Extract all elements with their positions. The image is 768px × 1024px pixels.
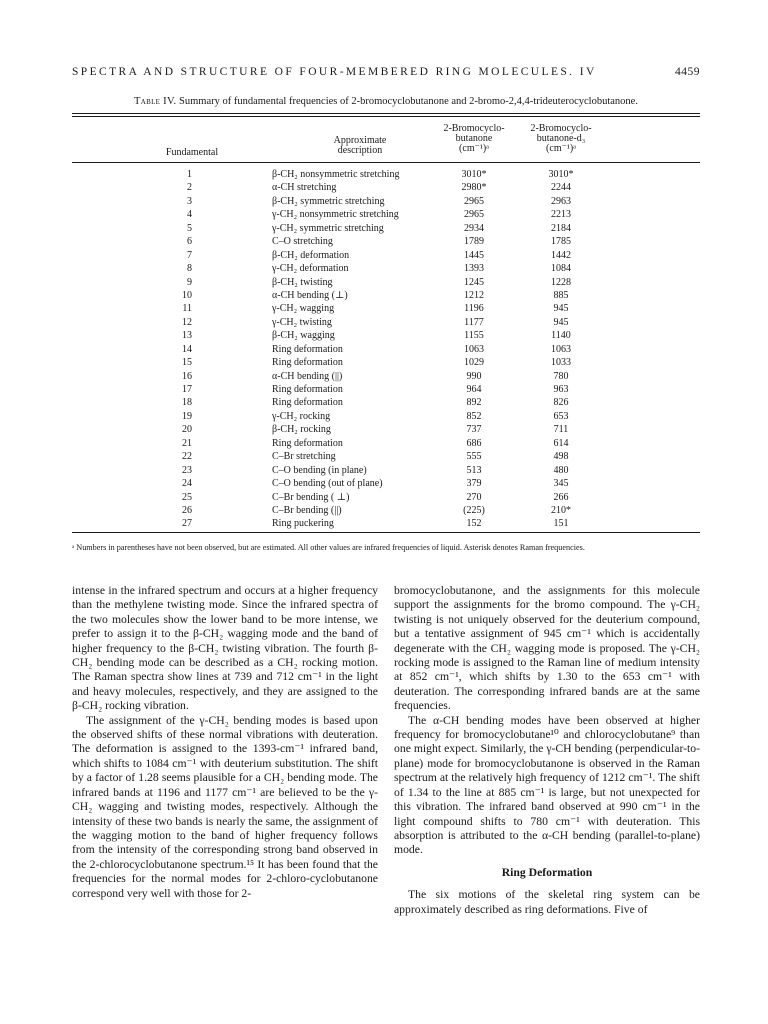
frequency-deuterated: 1084 [551, 263, 571, 275]
frequency-light: 1245 [464, 276, 484, 288]
fundamental-number: 6 [187, 236, 192, 248]
frequency-light: 1393 [464, 263, 484, 275]
table-row [72, 222, 700, 235]
mode-description: β-CH₂ nonsymmetric stretching [272, 169, 400, 180]
fundamental-number: 8 [187, 263, 192, 275]
frequency-deuterated: 480 [553, 464, 569, 476]
table-row [72, 491, 700, 504]
frequency-deuterated: 711 [553, 424, 569, 436]
frequency-deuterated: 2963 [551, 195, 571, 207]
frequency-deuterated: 1140 [551, 330, 571, 342]
mode-description: Ring deformation [272, 357, 343, 369]
frequency-light: 1445 [464, 249, 484, 261]
mode-description: γ-CH₂ rocking [272, 410, 331, 422]
mode-description: γ-CH₂ nonsymmetric stretching [272, 209, 399, 221]
paragraph: The six motions of the skeletal ring system can be approximately described as ring deformations. Five of [394, 888, 700, 916]
table-bottom-rule [72, 532, 700, 533]
fundamental-number: 11 [182, 303, 192, 315]
fundamental-number: 13 [182, 330, 192, 342]
frequency-deuterated: 826 [553, 397, 569, 409]
fundamental-number: 19 [182, 410, 192, 422]
mode-description: β-CH₂ deformation [272, 249, 350, 261]
frequency-light: 737 [466, 424, 482, 436]
mode-description: C–O bending (in plane) [272, 464, 367, 476]
table-row [72, 477, 700, 490]
mode-description: α-CH stretching [272, 182, 337, 194]
frequency-deuterated: 1442 [551, 249, 571, 261]
mode-description: β-CH₂ rocking [272, 424, 331, 436]
table-top-rule-2 [72, 116, 700, 117]
mode-description: γ-CH₂ deformation [272, 263, 349, 275]
header-fundamental: Fundamental [165, 147, 219, 158]
frequency-light: 1029 [464, 357, 484, 369]
frequency-light: 852 [466, 410, 482, 422]
frequency-deuterated: 345 [553, 478, 569, 490]
frequency-deuterated: 945 [553, 303, 569, 315]
fundamental-number: 4 [187, 209, 192, 221]
mode-description: γ-CH₂ symmetric stretching [272, 222, 384, 234]
frequency-deuterated: 3010* [548, 169, 574, 180]
frequency-light: 1212 [464, 289, 484, 301]
paragraph: intense in the infrared spectrum and occurs at a higher frequency than the methylene twisting mode. Since the infrared spectra of the two molecules show the lower band to be more intense, we prefer to assign it to the β-CH₂ wagging mode and the band of higher frequency to the β-CH₂ twisting vibration. The fourth β-CH₂ bending mode can be described as a CH₂ rocking motion. The Raman spectra show lines at 739 and 712 cm⁻¹ in the light and heavy molecules, respectively, and they are assigned to the β-CH₂ rocking vibration. [72, 584, 378, 713]
fundamental-number: 20 [182, 424, 192, 436]
table-row [72, 464, 700, 477]
table-row [72, 343, 700, 356]
running-head-title: SPECTRA AND STRUCTURE OF FOUR-MEMBERED RING MOLECULES. IV [72, 66, 597, 78]
page-number: 4459 [675, 66, 700, 78]
table-row [72, 316, 700, 329]
table-footnote: ᵃ Numbers in parentheses have not been observed, but are estimated. All other values are infrared frequencies of liquid. Asterisk denotes Raman frequencies. [72, 543, 585, 552]
paragraph: The α-CH bending modes have been observed at higher frequency for bromocyclobutane¹⁰ and chlorocyclobutane⁹ than one might expect. Similarly, the γ-CH bending (perpendicular-to-plane) mode for bromocyclobutanone is observed in the Raman spectrum at the relatively high frequency of 1212 cm⁻¹. The shift of 1.34 to the line at 885 cm⁻¹ is large, but not unexpected for this vibration. The infrared band observed at 990 cm⁻¹ in the light compound shifts to 780 cm⁻¹ with deuteration. This absorption is attributed to the α-CH bending (parallel-to-plane) mode. [394, 713, 700, 857]
fundamental-number: 25 [182, 491, 192, 503]
fundamental-number: 23 [182, 464, 192, 476]
table-label: Table IV. [134, 96, 177, 107]
mode-description: C–O stretching [272, 236, 333, 248]
frequency-deuterated: 1785 [551, 236, 571, 248]
frequency-light: 2965 [464, 209, 484, 221]
fundamental-number: 15 [182, 357, 192, 369]
frequency-deuterated: 963 [553, 384, 569, 395]
table-row [72, 302, 700, 315]
table-row [72, 329, 700, 342]
body-column-right [394, 584, 700, 917]
frequency-light: 270 [466, 491, 482, 503]
paragraph: bromocyclobutanone, and the assignments for this molecule support the assignments for the bromo compound. The γ-CH₂ twisting is not uniquely observed for the deuterium compound, but a tentative assignment of 945 cm⁻¹ which is accidentally degenerate with the CH₂ wagging mode is proposed. The γ-CH₂ rocking mode is assigned to the Raman line of medium intensity at 852 cm⁻¹, which shifts by 1.30 to the 653 cm⁻¹ with deuteration. The corresponding infrared bands are at the same frequencies. [394, 584, 700, 713]
mode-description: β-CH₂ symmetric stretching [272, 195, 385, 207]
frequency-deuterated: 2213 [551, 209, 571, 221]
frequency-deuterated: 1228 [551, 276, 571, 288]
table-top-rule [72, 113, 700, 114]
frequency-deuterated: 2244 [551, 182, 571, 194]
paragraph: The assignment of the γ-CH₂ bending modes is based upon the observed shifts of these normal vibrations with deuteration. The deformation is assigned to the 1393-cm⁻¹ infrared band, which shifts to 1084 cm⁻¹ with deuterium substitution. The shift by a factor of 1.28 seems plausible for a CH₂ bending mode. The infrared bands at 1196 and 1177 cm⁻¹ are believed to be the γ-CH₂ wagging and twisting modes, respectively. Although the intensity of these two bands is nearly the same, the assignment of the wagging motion to the band of higher frequency follows from the intensity of the corresponding strong band observed in the 2-chlorocyclobutanone spectrum.¹⁵ It has been found that the frequencies for the normal modes for 2-chloro-cyclobutanone correspond very well with those for 2- [72, 713, 378, 900]
header-bromocyclobutanone-d3: 2-Bromocyclo- butanone-d₃ (cm⁻¹)ᵃ [530, 123, 592, 154]
mode-description: C–Br bending (||) [272, 504, 342, 516]
frequency-deuterated: 653 [553, 410, 569, 422]
table-body [72, 168, 700, 531]
frequency-deuterated: 2184 [551, 222, 571, 234]
table-row [72, 383, 700, 396]
frequency-deuterated: 885 [553, 289, 569, 301]
mode-description: Ring deformation [272, 397, 343, 409]
table-row [72, 195, 700, 208]
fundamental-number: 2 [187, 182, 192, 194]
running-head [72, 66, 700, 78]
frequency-light: 379 [466, 478, 482, 490]
fundamental-number: 1 [187, 169, 192, 180]
table-row [72, 517, 700, 530]
frequency-deuterated: 945 [553, 316, 569, 328]
table-row [72, 450, 700, 463]
frequency-deuterated: 151 [553, 518, 569, 530]
frequency-light: 892 [466, 397, 482, 409]
frequency-deuterated: 210* [551, 504, 571, 516]
table-header-rule [72, 162, 700, 163]
frequency-deuterated: 266 [553, 491, 569, 503]
mode-description: α-CH bending (⊥) [272, 289, 348, 301]
section-heading: Ring Deformation [501, 865, 593, 879]
frequency-light: 990 [466, 370, 482, 382]
table-row [72, 235, 700, 248]
frequency-light: 964 [466, 384, 482, 395]
mode-description: Ring deformation [272, 384, 343, 395]
table-row [72, 276, 700, 289]
mode-description: Ring deformation [272, 437, 343, 449]
mode-description: β-CH₂ twisting [272, 276, 333, 288]
table-row [72, 423, 700, 436]
fundamental-number: 24 [182, 478, 192, 490]
frequency-light: 3010* [461, 169, 487, 180]
frequency-deuterated: 1033 [551, 357, 571, 369]
fundamental-number: 16 [182, 370, 192, 382]
table-caption-text: Summary of fundamental frequencies of 2-bromocyclobutanone and 2-bromo-2,4,4-trideuterocyclobutanone. [179, 96, 638, 107]
fundamental-number: 9 [187, 276, 192, 288]
fundamental-number: 26 [182, 504, 192, 516]
mode-description: Ring puckering [272, 518, 334, 530]
table-row [72, 181, 700, 194]
mode-description: γ-CH₂ wagging [272, 303, 335, 315]
mode-description: Ring deformation [272, 343, 343, 355]
table-row [72, 410, 700, 423]
table-caption [72, 96, 700, 107]
fundamental-number: 7 [187, 249, 192, 261]
fundamental-number: 12 [182, 316, 192, 328]
fundamental-number: 21 [182, 437, 192, 449]
table-row [72, 249, 700, 262]
frequency-light: 2934 [464, 222, 484, 234]
mode-description: C–O bending (out of plane) [272, 478, 383, 490]
frequency-light: (225) [463, 504, 485, 516]
fundamental-number: 5 [187, 222, 192, 234]
mode-description: α-CH bending (||) [272, 370, 343, 382]
table-row [72, 370, 700, 383]
header-bromocyclobutanone: 2-Bromocyclo- butanone (cm⁻¹)ᵃ [443, 123, 505, 154]
table-row [72, 262, 700, 275]
table-row [72, 504, 700, 517]
frequency-deuterated: 498 [553, 451, 569, 463]
frequency-light: 2965 [464, 195, 484, 207]
fundamental-number: 14 [182, 343, 192, 355]
frequency-light: 1177 [464, 316, 484, 328]
frequency-light: 1063 [464, 343, 484, 355]
frequency-light: 1789 [464, 236, 484, 248]
frequency-light: 152 [466, 518, 482, 530]
mode-description: β-CH₂ wagging [272, 330, 335, 342]
table-row [72, 356, 700, 369]
fundamental-number: 27 [182, 518, 192, 530]
frequency-light: 2980* [461, 182, 487, 194]
fundamental-number: 10 [182, 289, 192, 301]
mode-description: C–Br stretching [272, 451, 336, 463]
mode-description: C–Br bending ( ⊥) [272, 491, 350, 503]
frequency-deuterated: 780 [553, 370, 569, 382]
table-row [72, 208, 700, 221]
fundamental-number: 3 [187, 195, 192, 207]
fundamental-number: 22 [182, 451, 192, 463]
table-row [72, 396, 700, 409]
fundamental-number: 17 [182, 384, 192, 395]
frequency-light: 1155 [464, 330, 484, 342]
header-description: Approximate description [333, 135, 387, 156]
frequency-deuterated: 614 [553, 437, 569, 449]
frequency-light: 1196 [464, 303, 484, 315]
frequency-light: 555 [466, 451, 482, 463]
table-row [72, 437, 700, 450]
fundamental-number: 18 [182, 397, 192, 409]
table-row [72, 289, 700, 302]
frequency-light: 686 [466, 437, 482, 449]
body-column-left [72, 584, 378, 901]
table-row [72, 168, 700, 181]
mode-description: γ-CH₂ twisting [272, 316, 332, 328]
frequency-deuterated: 1063 [551, 343, 571, 355]
frequency-light: 513 [466, 464, 482, 476]
